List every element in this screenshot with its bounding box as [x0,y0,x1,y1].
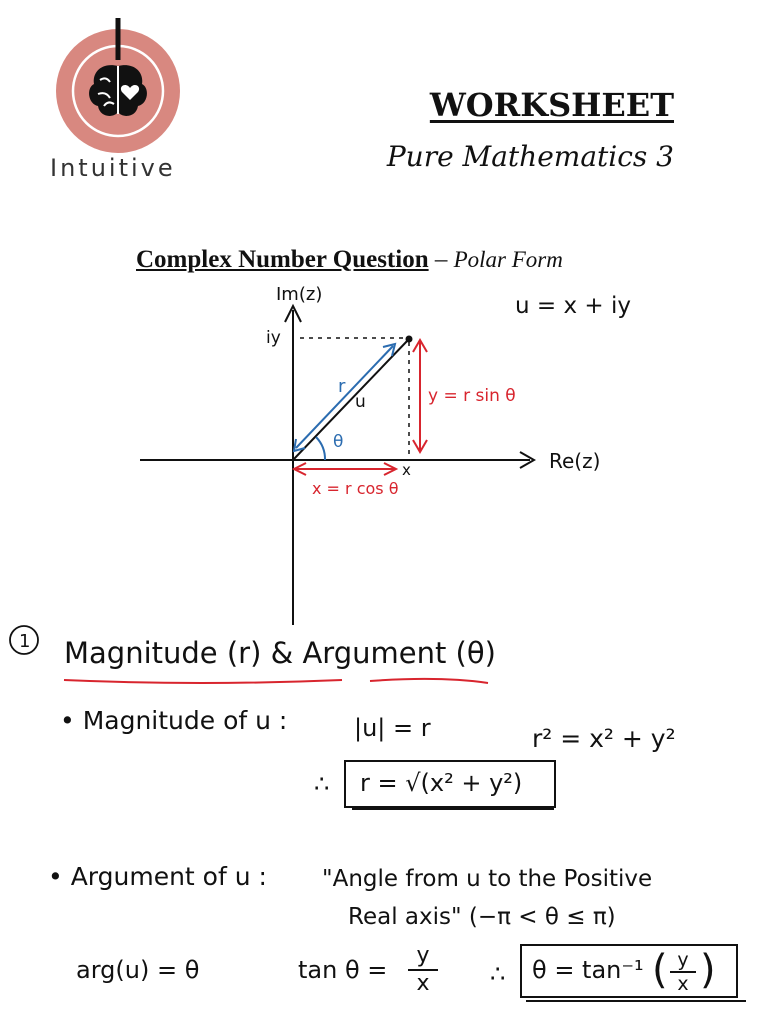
section-title-underline [60,672,500,692]
theta-formula-box-shadow [526,1000,746,1002]
magnitude-label: • Magnitude of u : [60,706,288,735]
u-definition: u = x + iy [515,293,631,319]
argand-diagram [0,270,768,630]
re-axis-label: Re(z) [549,449,601,473]
therefore-symbol-1: ∴ [314,770,330,798]
magnitude-equation: |u| = r [354,714,431,742]
tan-fraction [408,944,438,996]
tan-equation: tan θ = [298,956,388,984]
theta-formula: θ = tan⁻¹ [532,956,644,984]
vector-u [293,339,409,460]
intuitive-logo [38,14,198,184]
theta-formula-box [520,944,738,998]
theta-formula-paren-open: ( [652,947,668,993]
question-dash: – [428,246,454,273]
argument-definition-line2: Real axis" (−π < θ ≤ π) [348,904,616,930]
tan-fraction-denominator: x [416,971,430,996]
theta-fraction [670,950,696,994]
pythagoras-equation: r² = x² + y² [532,724,676,753]
x-tick-label: x [402,461,411,479]
therefore-symbol-2: ∴ [490,960,506,988]
theta-arc [316,437,325,460]
brand-name: Intuitive [50,154,176,182]
r-formula-box-shadow [352,808,554,810]
iy-label: iy [266,328,281,348]
tan-fraction-numerator: y [416,943,430,968]
theta-fraction-denominator: x [677,973,689,995]
argument-definition-line1: "Angle from u to the Positive [322,866,653,892]
y-equation-label: y = r sin θ [428,386,516,406]
brain-logo-icon [38,14,198,154]
theta-formula-paren-close: ) [700,947,716,993]
question-title: Complex Number Question [136,246,429,273]
question-subtitle: Polar Form [453,247,563,272]
svg-text:1: 1 [19,631,31,652]
worksheet-subtitle: Pure Mathematics 3 [386,140,674,173]
theta-label: θ [333,432,344,452]
r-arrow [296,346,393,448]
theta-fraction-numerator: y [677,949,689,971]
r-formula: r = √(x² + y²) [360,769,523,797]
arg-equation: arg(u) = θ [76,956,200,984]
im-axis-label: Im(z) [276,284,323,305]
r-formula-box [344,760,556,808]
worksheet-title: WORKSHEET [429,86,674,124]
x-equation-label: x = r cos θ [312,479,399,498]
r-label: r [338,376,346,397]
section-title: Magnitude (r) & Argument (θ) [64,636,496,670]
section-number-badge [6,622,42,658]
point-u [406,336,413,343]
u-label: u [355,392,366,412]
argument-label: • Argument of u : [48,862,267,891]
